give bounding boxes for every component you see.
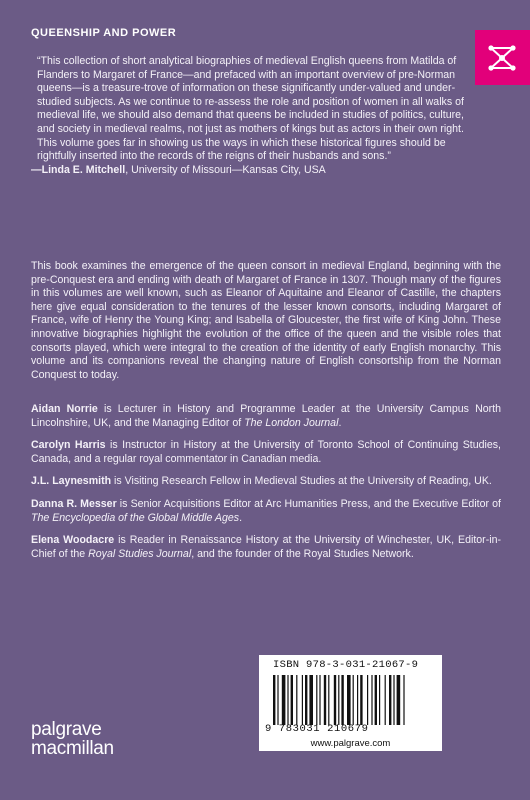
bio-tail: . [239,511,243,524]
publisher-logo [31,720,114,758]
bio-text: is Instructor in History at the University of Toronto School of Continuing Studies, Canada, and a regular royal commentator in Canadian media. [31,439,501,465]
barcode-bar [375,675,377,725]
barcode-bar [379,675,380,725]
barcode-bar [328,675,329,725]
barcode-bar [291,675,293,725]
editor-bios [31,403,501,570]
bio-name: J.L. Laynesmith [31,475,112,488]
bio-name: Carolyn Harris [31,439,106,452]
bio-elena-woodacre [31,534,501,561]
quote-attribution [31,164,483,178]
bio-jl-laynesmith [31,475,501,489]
barcode-bar [371,675,372,725]
barcode-bar [347,675,351,725]
quote-affiliation: , University of Missouri—Kansas City, USA [125,163,326,176]
bio-text: is Reader in Renaissance History at the University of Winchester, UK, Editor-in-Chief of the [31,534,502,560]
barcode-bar [282,675,286,725]
barcode-bars [273,675,429,725]
barcode-bar [357,675,358,725]
bio-text: is Lecturer in History and Programme Leader at the University Campus North Lincolnshire, UK, and the Managing Editor of [31,403,501,429]
barcode-bar [360,675,362,725]
barcode-bar [385,675,386,725]
quote-text: “This collection of short analytical biographies of medieval English queens from Matilda of Flanders to Margaret of France—and prefaced with an important overview of pre-Norman queens—is a treasure-trove of information on these significantly under-valued and under-studied subjects. As we continue to re-assess the role and position of women in all walks of medieval life, we should also demand that queens be included in studies of politics, culture, and society in medieval realms, not just as mothers of kings but as actors in their own right. This volume goes far in showing us the ways in which these historical figures should be rightfully inserted into the records of the reigns of their husbands and sons.” [37,55,464,163]
barcode-bar [309,675,313,725]
barcode-bar [338,675,339,725]
series-badge [475,30,530,85]
series-title: QUEENSHIP AND POWER [31,27,177,39]
barcode-bar [353,675,354,725]
bio-aidan-norrie [31,403,501,430]
barcode-bar [324,675,326,725]
barcode-bar [393,675,394,725]
barcode-bar [397,675,401,725]
bio-italic: The Encyclopedia of the Global Middle Ages [31,511,240,524]
barcode-bar [334,675,336,725]
barcode-bar [403,675,404,725]
barcode-bar [296,675,297,725]
publisher-website: www.palgrave.com [310,738,391,749]
barcode-bar [305,675,307,725]
isbn-label: ISBN 978-3-031-21067-9 [273,659,419,671]
barcode-bar [389,675,391,725]
barcode-panel [259,655,442,751]
book-description: This book examines the emergence of the queen consort in medieval England, beginning with the pre-Conquest era and ending with death of Margaret of France in 1307. Though many of the figures in this volumes are well known, such as Eleanor of Aquitaine and Eleanor of Castille, the chapters here give equal consideration to the tenures of the lesser known consorts, including Margaret of France, wife of Henry the Young King; and Isabella of Gloucester, the first wife of King John. These innovative biographies highlight the evolution of the office of the queen and the visible roles that consorts played, which were integral to the creation of the identity of early English monarchy. This volume and its companions reveal the changing nature of English consortship from the Norman Conquest to today. [31,260,501,381]
barcode-bar [319,675,320,725]
isbn-digits: 9 783031 210679 [265,723,369,735]
bio-carolyn-harris [31,439,501,466]
bio-name: Aidan Norrie [31,403,98,415]
bio-tail: . [338,416,342,429]
logo-line-palgrave: palgrave [31,719,102,740]
network-icon [485,42,519,74]
barcode-bar [367,675,368,725]
bio-name: Elena Woodacre [31,534,115,547]
logo-line-macmillan: macmillan [31,738,114,759]
barcode-bar [302,675,303,725]
bio-text: is Visiting Research Fellow in Medieval Studies at the University of Reading, UK. [111,475,492,488]
bio-italic: The London Journal [244,416,339,429]
barcode-bar [287,675,288,725]
barcode-bar [341,675,343,725]
barcode-bar [316,675,317,725]
barcode-bar [277,675,278,725]
quote-author: —Linda E. Mitchell [31,163,126,176]
barcode-bar [273,675,275,725]
bio-danna-messer [31,498,501,525]
bio-name: Danna R. Messer [31,497,117,510]
bio-tail: , and the founder of the Royal Studies Network. [191,547,414,560]
bio-italic: Royal Studies Journal [88,547,192,560]
bio-text: is Senior Acquisitions Editor at Arc Humanities Press, and the Executive Editor of [116,497,501,510]
endorsement-quote [31,55,483,177]
